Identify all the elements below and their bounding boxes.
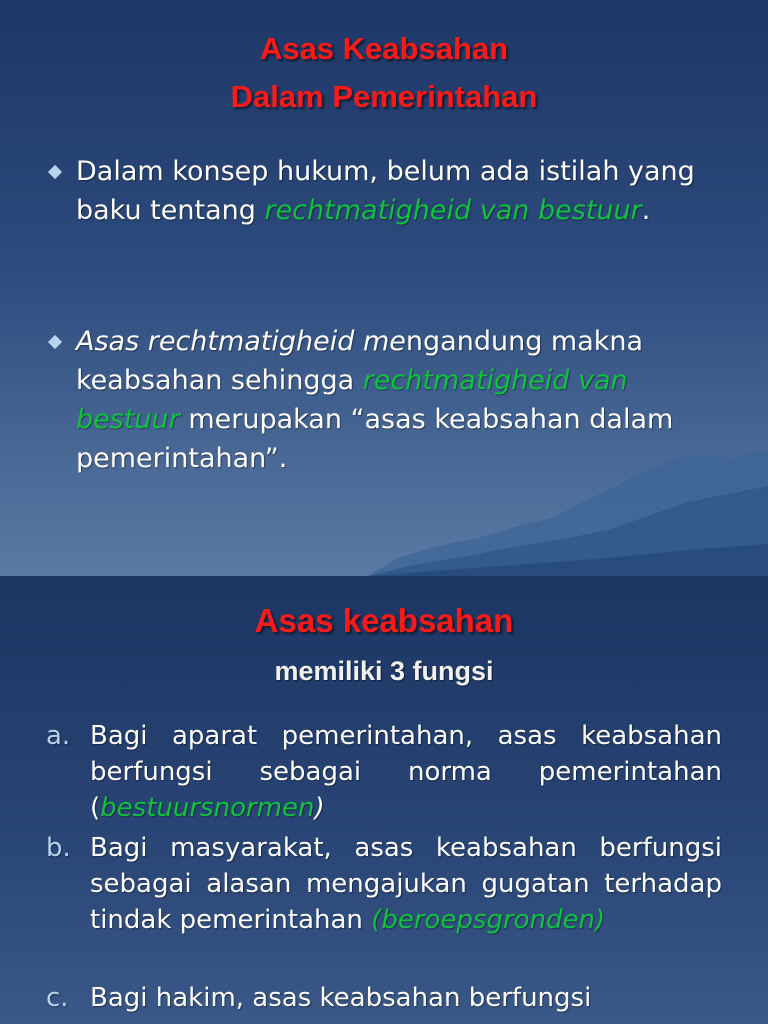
slide-1-title-line-1: Asas Keabsahan [259, 31, 509, 66]
list-item-b-close: ) [595, 905, 606, 935]
slide-1-title-line-2: Dalam Pemerintahan [230, 79, 538, 114]
bullet-2-text-mid: ngandung makna keabsahan sehingga [76, 326, 644, 396]
bullet-2-term: rechtmatigheid van bestuur [76, 365, 628, 435]
slide-2-title: Asas keabsahan [254, 602, 514, 639]
slide-2 [0, 576, 768, 1024]
bullet-2-text [76, 322, 728, 478]
list-item-a [46, 718, 722, 826]
bullet-2-italic-lead: Asas rechtmatigheid me [76, 326, 406, 357]
list-item-a-close: ) [314, 793, 325, 823]
list-marker-b: b. [46, 833, 71, 863]
list-item-a-term: bestuursnormen [100, 793, 315, 823]
list-item-c-text: Bagi hakim, asas keabsahan berfungsi [90, 983, 592, 1013]
list-item-a-text [90, 718, 722, 826]
bullet-1-text-after: . [641, 195, 651, 226]
list-item-c [46, 980, 722, 1016]
bullet-1-text [76, 152, 728, 230]
bullet-1 [48, 152, 728, 230]
bullet-2-text-after: merupakan “asas keabsahan dalam pemerintahan”. [76, 404, 674, 474]
bullet-2 [48, 322, 728, 478]
diamond-bullet-icon [48, 335, 62, 349]
list-item-b [46, 830, 722, 938]
list-item-a-body: Bagi aparat pemerintahan, asas keabsahan berfungsi sebagai norma pemerintahan ( [90, 721, 722, 823]
bullet-1-text-before: Dalam konsep hukum, belum ada istilah yang baku tentang [76, 156, 695, 226]
bullet-1-term: rechtmatigheid van bestuur [264, 195, 642, 226]
list-item-b-text [90, 830, 722, 938]
slide-2-subtitle: memiliki 3 fungsi [274, 656, 494, 686]
list-item-b-open: ( [371, 905, 382, 935]
list-item-b-term: beroepsgronden [381, 905, 596, 935]
list-marker-c: c. [46, 983, 69, 1013]
diamond-bullet-icon [48, 165, 62, 179]
list-marker-a: a. [46, 721, 71, 751]
list-item-b-body: Bagi masyarakat, asas keabsahan berfungsi sebagai alasan mengajukan gugatan terhadap tindak pemerintahan [90, 833, 722, 935]
